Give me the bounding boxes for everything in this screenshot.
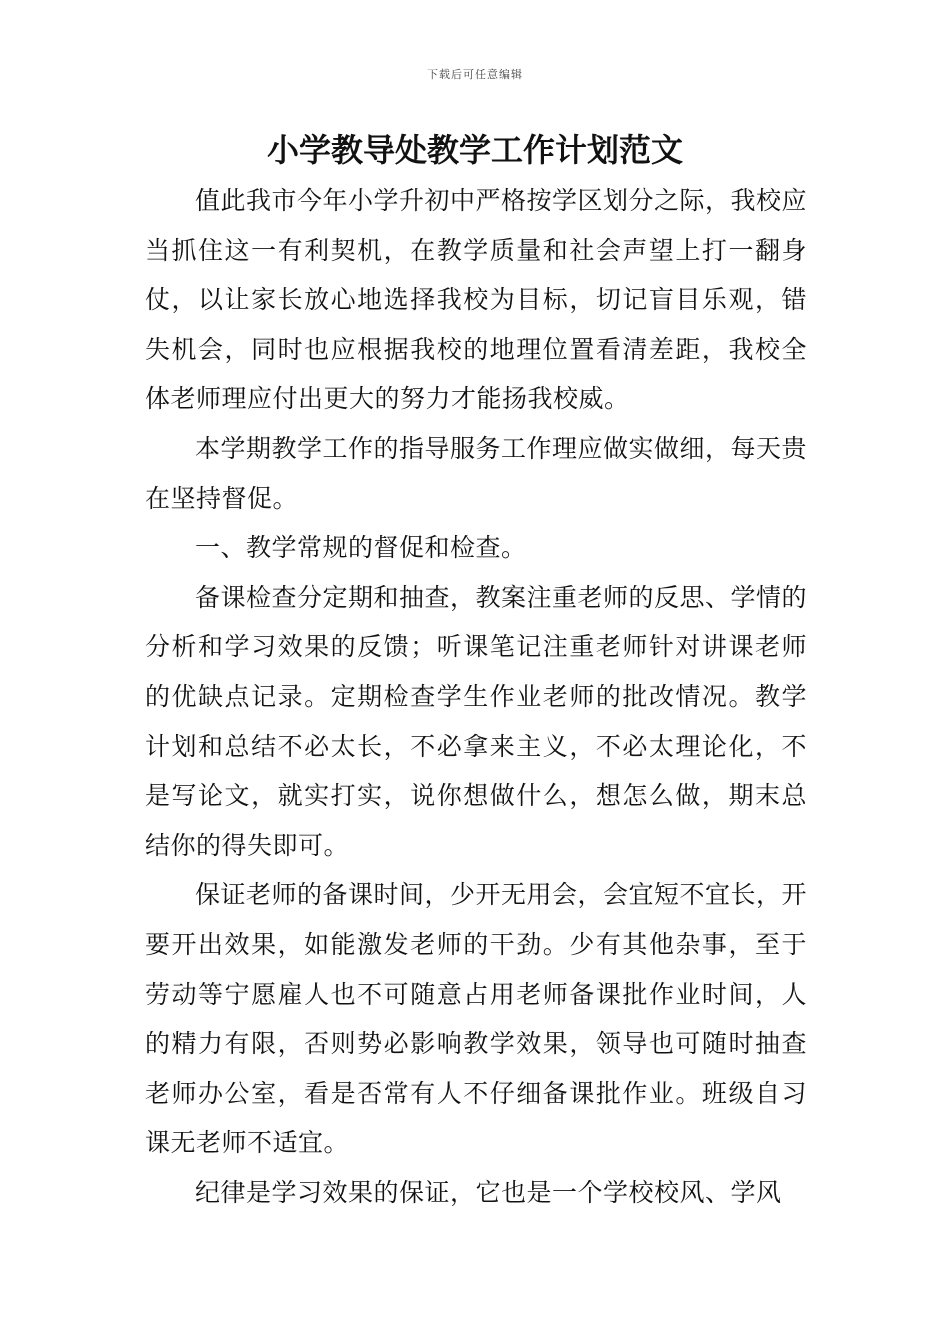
paragraph: 保证老师的备课时间，少开无用会，会宜短不宜长，开要开出效果，如能激发老师的干劲。少有其他杂事，至于劳动等宁愿雇人也不可随意占用老师备课批作业时间，人的精力有限，否则势必影响教学效果，领导也可随时抽查老师办公室，看是否常有人不仔细备课批作业。班级自习课无老师不适宜。 — [145, 880, 808, 1158]
document-title: 小学教导处教学工作计划范文 — [266, 131, 683, 169]
document-body — [145, 176, 807, 1217]
paragraph: 本学期教学工作的指导服务工作理应做实做细，每天贵在坚持督促。 — [145, 433, 808, 513]
paragraph: 值此我市今年小学升初中严格按学区划分之际，我校应当抓住这一有利契机，在教学质量和社会声望上打一翻身仗，以让家长放心地选择我校为目标，切记盲目乐观，错失机会，同时也应根据我校的地理位置看清差距，我校全体老师理应付出更大的努力才能扬我校威。 — [145, 186, 808, 414]
paragraph: 纪律是学习效果的保证，它也是一个学校校风、学风 — [195, 1177, 782, 1207]
section-heading: 一、教学常规的督促和检查。 — [195, 533, 527, 563]
header-note: 下载后可任意编辑 — [427, 68, 523, 81]
paragraph: 备课检查分定期和抽查，教案注重老师的反思、学情的分析和学习效果的反馈；听课笔记注重老师针对讲课老师的优缺点记录。定期检查学生作业老师的批改情况。教学计划和总结不必太长，不必拿来主义，不必太理论化，不是写论文，就实打实，说你想做什么，想怎么做，期末总结你的得失即可。 — [145, 582, 808, 860]
